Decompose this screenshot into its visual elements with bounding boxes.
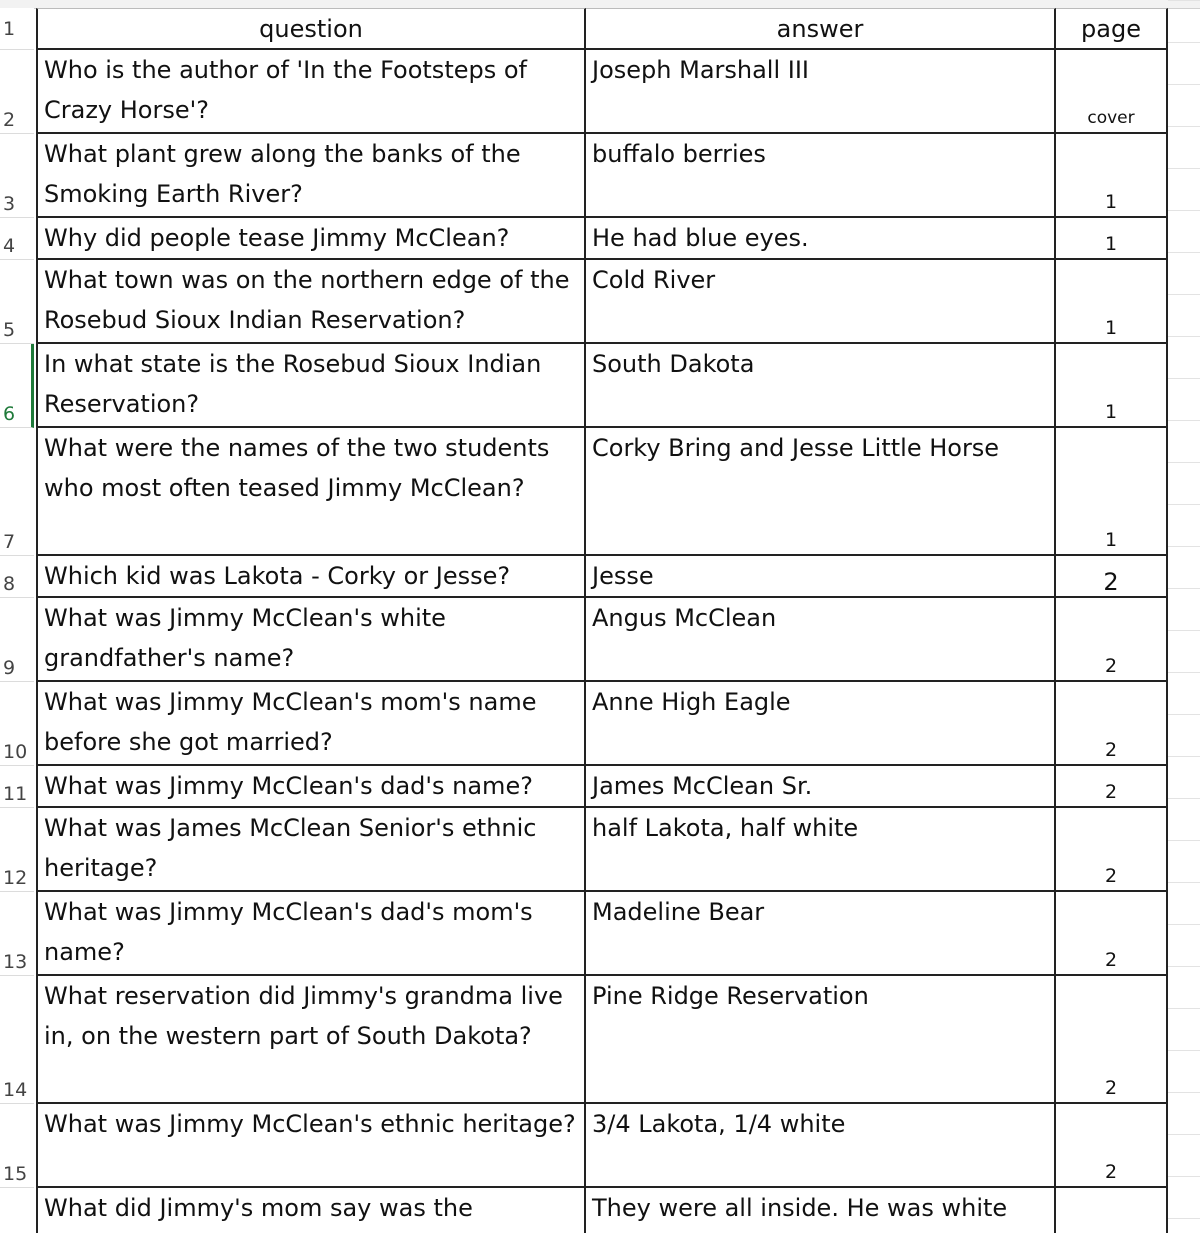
table-cell-answer[interactable]: He had blue eyes.	[586, 218, 1056, 260]
header-cell-page[interactable]: page	[1056, 8, 1168, 50]
table-cell-question[interactable]: Who is the author of 'In the Footsteps of Crazy Horse'?	[36, 50, 586, 134]
row-number[interactable]: 11	[0, 766, 34, 808]
table-cell-page[interactable]: 2	[1056, 808, 1168, 892]
table-cell-page[interactable]: 1	[1056, 260, 1168, 344]
table-cell-question[interactable]: What plant grew along the banks of the Smoking Earth River?	[36, 134, 586, 218]
row-number[interactable]: 9	[0, 598, 34, 682]
table-cell-question[interactable]: What was Jimmy McClean's dad's mom's name?	[36, 892, 586, 976]
table-cell-answer[interactable]: Joseph Marshall III	[586, 50, 1056, 134]
header-cell-answer[interactable]: answer	[586, 8, 1056, 50]
table-cell-answer[interactable]: Angus McClean	[586, 598, 1056, 682]
table-cell-page[interactable]: 2	[1056, 598, 1168, 682]
table-cell-question[interactable]: What was Jimmy McClean's dad's name?	[36, 766, 586, 808]
row-number[interactable]: 1	[0, 8, 34, 50]
row-number[interactable]	[0, 1188, 34, 1233]
table-cell-question[interactable]: What was James McClean Senior's ethnic heritage?	[36, 808, 586, 892]
table-cell-page[interactable]: cover	[1056, 50, 1168, 134]
table-cell-page[interactable]: 2	[1056, 976, 1168, 1104]
table-cell-question[interactable]: What was Jimmy McClean's ethnic heritage?	[36, 1104, 586, 1188]
table-cell-question[interactable]: What reservation did Jimmy's grandma live in, on the western part of South Dakota?	[36, 976, 586, 1104]
row-number[interactable]: 14	[0, 976, 34, 1104]
table-cell-answer[interactable]: Anne High Eagle	[586, 682, 1056, 766]
row-number-selected[interactable]: 6	[0, 344, 34, 428]
table-cell-answer[interactable]: Madeline Bear	[586, 892, 1056, 976]
row-number[interactable]: 15	[0, 1104, 34, 1188]
table-cell-page[interactable]: 2	[1056, 1104, 1168, 1188]
table-cell-page[interactable]: 1	[1056, 218, 1168, 260]
table-cell-page[interactable]: 1	[1056, 134, 1168, 218]
table-cell-answer[interactable]: half Lakota, half white	[586, 808, 1056, 892]
table-cell-answer[interactable]: James McClean Sr.	[586, 766, 1056, 808]
table-cell-page[interactable]: 2	[1056, 766, 1168, 808]
header-cell-question[interactable]: question	[36, 8, 586, 50]
table-cell-page[interactable]	[1056, 1188, 1168, 1233]
table-cell-answer[interactable]: Jesse	[586, 556, 1056, 598]
table-cell-answer[interactable]: Cold River	[586, 260, 1056, 344]
table-cell-question[interactable]: In what state is the Rosebud Sioux Indian Reservation?	[36, 344, 586, 428]
table-cell-question[interactable]: Why did people tease Jimmy McClean?	[36, 218, 586, 260]
row-number[interactable]: 8	[0, 556, 34, 598]
row-number[interactable]: 5	[0, 260, 34, 344]
table-cell-question[interactable]: What was Jimmy McClean's mom's name before she got married?	[36, 682, 586, 766]
table-cell-page[interactable]: 2	[1056, 892, 1168, 976]
table-cell-answer[interactable]: They were all inside. He was white	[586, 1188, 1056, 1233]
table-cell-question[interactable]: What was Jimmy McClean's white grandfather's name?	[36, 598, 586, 682]
table-cell-page[interactable]: 1	[1056, 344, 1168, 428]
table-cell-answer[interactable]: buffalo berries	[586, 134, 1056, 218]
row-number[interactable]: 12	[0, 808, 34, 892]
table-cell-page[interactable]: 2	[1056, 556, 1168, 598]
table-cell-question[interactable]: Which kid was Lakota - Corky or Jesse?	[36, 556, 586, 598]
table-cell-question[interactable]: What did Jimmy's mom say was the	[36, 1188, 586, 1233]
table-cell-question[interactable]: What were the names of the two students who most often teased Jimmy McClean?	[36, 428, 586, 556]
row-number[interactable]: 13	[0, 892, 34, 976]
row-number[interactable]: 10	[0, 682, 34, 766]
table-cell-page[interactable]: 2	[1056, 682, 1168, 766]
table-cell-answer[interactable]: South Dakota	[586, 344, 1056, 428]
row-number[interactable]: 7	[0, 428, 34, 556]
table-cell-question[interactable]: What town was on the northern edge of the Rosebud Sioux Indian Reservation?	[36, 260, 586, 344]
row-number[interactable]: 2	[0, 50, 34, 134]
table-cell-answer[interactable]: 3/4 Lakota, 1/4 white	[586, 1104, 1056, 1188]
table-cell-answer[interactable]: Corky Bring and Jesse Little Horse	[586, 428, 1056, 556]
table-cell-page[interactable]: 1	[1056, 428, 1168, 556]
row-number[interactable]: 3	[0, 134, 34, 218]
row-number[interactable]: 4	[0, 218, 34, 260]
table-cell-answer[interactable]: Pine Ridge Reservation	[586, 976, 1056, 1104]
empty-grid-area	[1168, 0, 1200, 1233]
